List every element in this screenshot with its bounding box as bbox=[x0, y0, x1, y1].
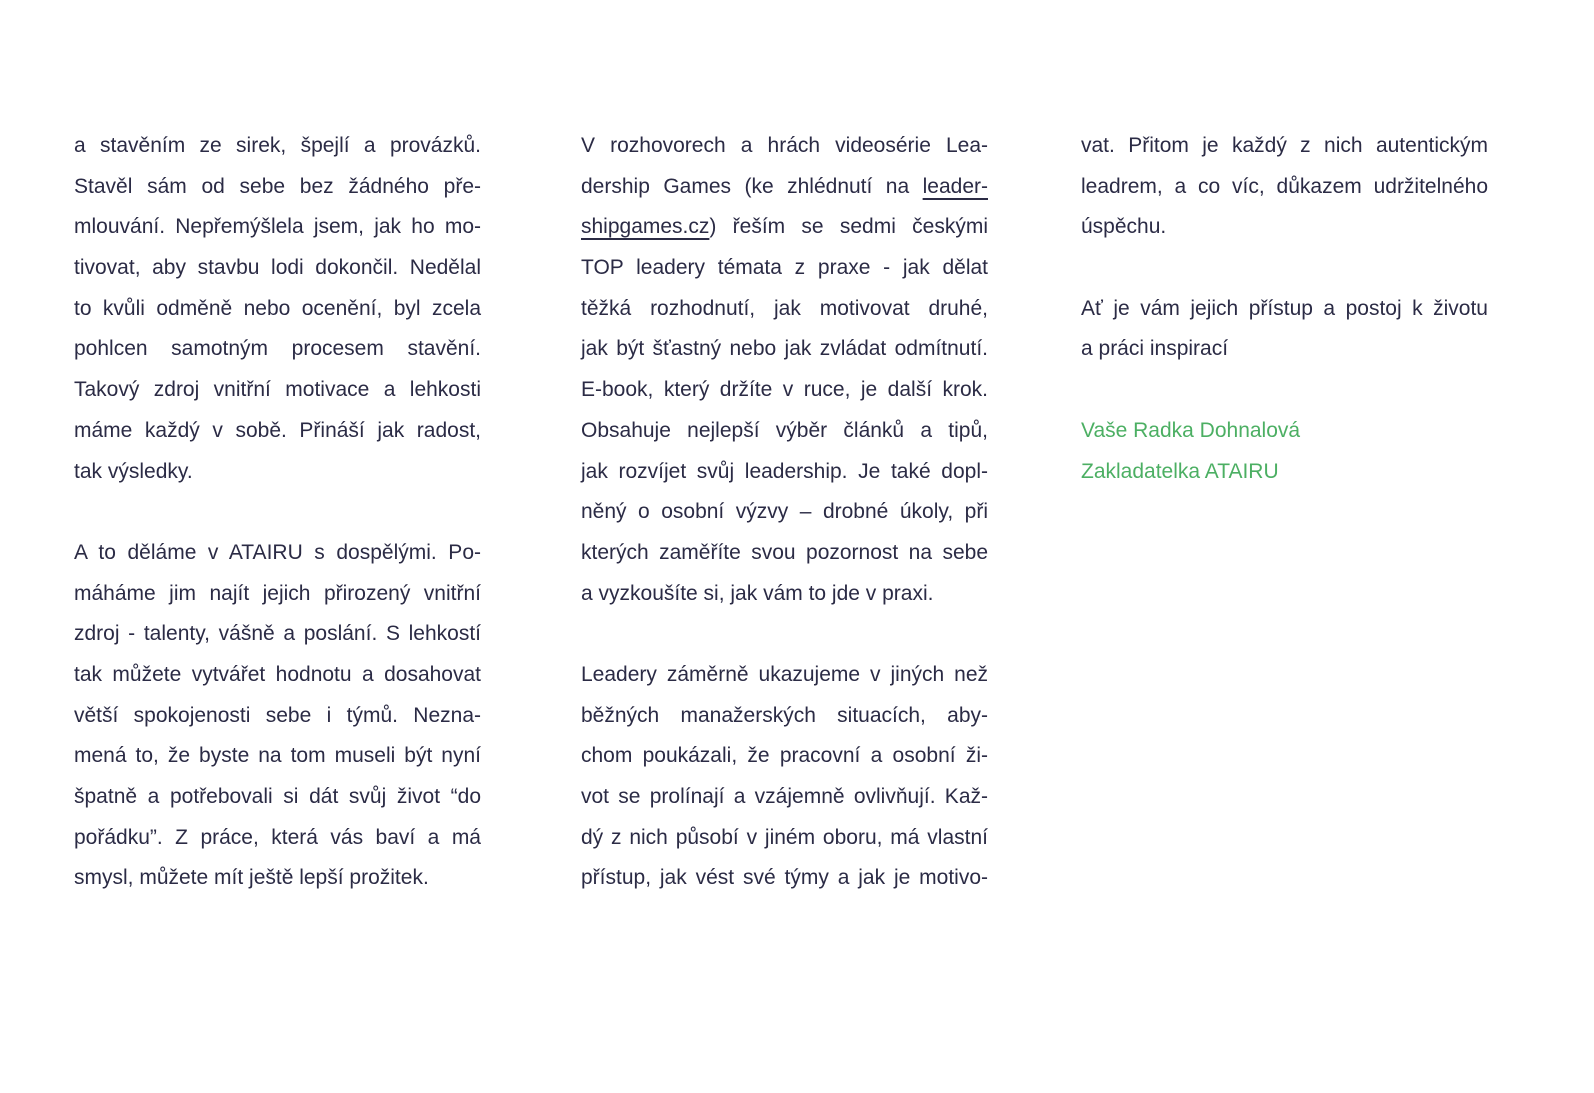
text-line: leadrem, a co víc, důkazem udržitelného bbox=[1081, 174, 1488, 198]
text-line: tivovat, aby stavbu lodi dokončil. Nedělal bbox=[74, 256, 481, 280]
text-line: mlouvání. Nepřemýšlela jsem, jak ho mo- bbox=[74, 215, 481, 239]
signature-title: Zakladatelka ATAIRU bbox=[1081, 459, 1279, 483]
text-line: a stavěním ze sirek, špejlí a provázků. bbox=[74, 134, 481, 157]
text-line: chom poukázali, že pracovní a osobní ži- bbox=[581, 744, 988, 768]
paragraph bbox=[74, 533, 481, 899]
text-line: E-book, který držíte v ruce, je další krok. bbox=[581, 378, 988, 402]
text-line: Takový zdroj vnitřní motivace a lehkosti bbox=[74, 378, 481, 402]
text-line: máháme jim najít jejich přirozený vnitřní bbox=[74, 581, 481, 605]
signature-name: Vaše Radka Dohnalová bbox=[1081, 418, 1301, 442]
text-line: a práci inspirací bbox=[1081, 337, 1229, 361]
text-line: něný o osobní výzvy – drobné úkoly, při bbox=[581, 500, 988, 524]
text-line bbox=[581, 207, 988, 248]
text-line: vat. Přitom je každý z nich autentickým bbox=[1081, 134, 1488, 157]
paragraph bbox=[581, 126, 988, 614]
text-line: přístup, jak vést své týmy a jak je motivo- bbox=[581, 866, 988, 890]
text-line: těžká rozhodnutí, jak motivovat druhé, bbox=[581, 296, 988, 320]
text-line: V rozhovorech a hrách videosérie Lea- bbox=[581, 134, 988, 157]
paragraph-gap bbox=[74, 492, 481, 533]
paragraph bbox=[1081, 289, 1488, 370]
text-fragment: dership Games (ke zhlédnutí na bbox=[581, 174, 923, 198]
paragraph bbox=[581, 655, 988, 899]
text-line: úspěchu. bbox=[1081, 215, 1167, 239]
text-line: tak můžete vytvářet hodnotu a dosahovat bbox=[74, 662, 481, 686]
text-line: to kvůli odměně nebo ocenění, byl zcela bbox=[74, 296, 481, 320]
text-column-2 bbox=[581, 126, 988, 899]
paragraph bbox=[74, 126, 481, 492]
text-line: větší spokojenosti sebe i týmů. Nezna- bbox=[74, 703, 481, 727]
text-line: zdroj - talenty, vášně a poslání. S lehkostí bbox=[74, 622, 481, 646]
text-line: běžných manažerských situacích, aby- bbox=[581, 703, 988, 727]
paragraph-gap bbox=[1081, 248, 1488, 289]
text-fragment: ) řeším se sedmi českými bbox=[709, 215, 988, 239]
text-line: a vyzkoušíte si, jak vám to jde v praxi. bbox=[581, 581, 934, 605]
text-line: smysl, můžete mít ještě lepší prožitek. bbox=[74, 866, 429, 890]
text-line: máme každý v sobě. Přináší jak radost, bbox=[74, 418, 481, 442]
text-line: A to děláme v ATAIRU s dospělými. Po- bbox=[74, 540, 481, 564]
text-column-1 bbox=[74, 126, 481, 899]
text-line: kterých zaměříte svou pozornost na sebe bbox=[581, 540, 988, 564]
text-column-3 bbox=[1081, 126, 1488, 492]
text-line: dý z nich působí v jiném oboru, má vlastní bbox=[581, 825, 988, 849]
paragraph bbox=[1081, 126, 1488, 248]
text-line: tak výsledky. bbox=[74, 459, 193, 483]
text-line bbox=[581, 167, 988, 208]
text-line: vot se prolínají a vzájemně ovlivňují. Kaž- bbox=[581, 785, 988, 808]
text-line: Obsahuje nejlepší výběr článků a tipů, bbox=[581, 418, 988, 442]
text-line: špatně a potřebovali si dát svůj život “do bbox=[74, 785, 481, 808]
text-line: Ať je vám jejich přístup a postoj k životu bbox=[1081, 296, 1488, 320]
text-line: Stavěl sám od sebe bez žádného pře- bbox=[74, 174, 481, 198]
website-link[interactable]: shipgames.cz bbox=[581, 215, 710, 239]
paragraph-gap bbox=[1081, 370, 1488, 411]
text-line: pohlcen samotným procesem stavění. bbox=[74, 337, 481, 361]
signature bbox=[1081, 411, 1488, 492]
text-line: mená to, že byste na tom museli být nyní bbox=[74, 744, 481, 768]
text-line: pořádku”. Z práce, která vás baví a má bbox=[74, 825, 481, 849]
text-line: TOP leadery témata z praxe - jak dělat bbox=[581, 256, 988, 280]
paragraph-gap bbox=[581, 614, 988, 655]
website-link[interactable]: leader- bbox=[922, 174, 988, 198]
text-line: jak být šťastný nebo jak zvládat odmítnutí. bbox=[581, 337, 988, 361]
text-line: Leadery záměrně ukazujeme v jiných než bbox=[581, 662, 988, 686]
text-line: jak rozvíjet svůj leadership. Je také dopl- bbox=[581, 459, 988, 483]
